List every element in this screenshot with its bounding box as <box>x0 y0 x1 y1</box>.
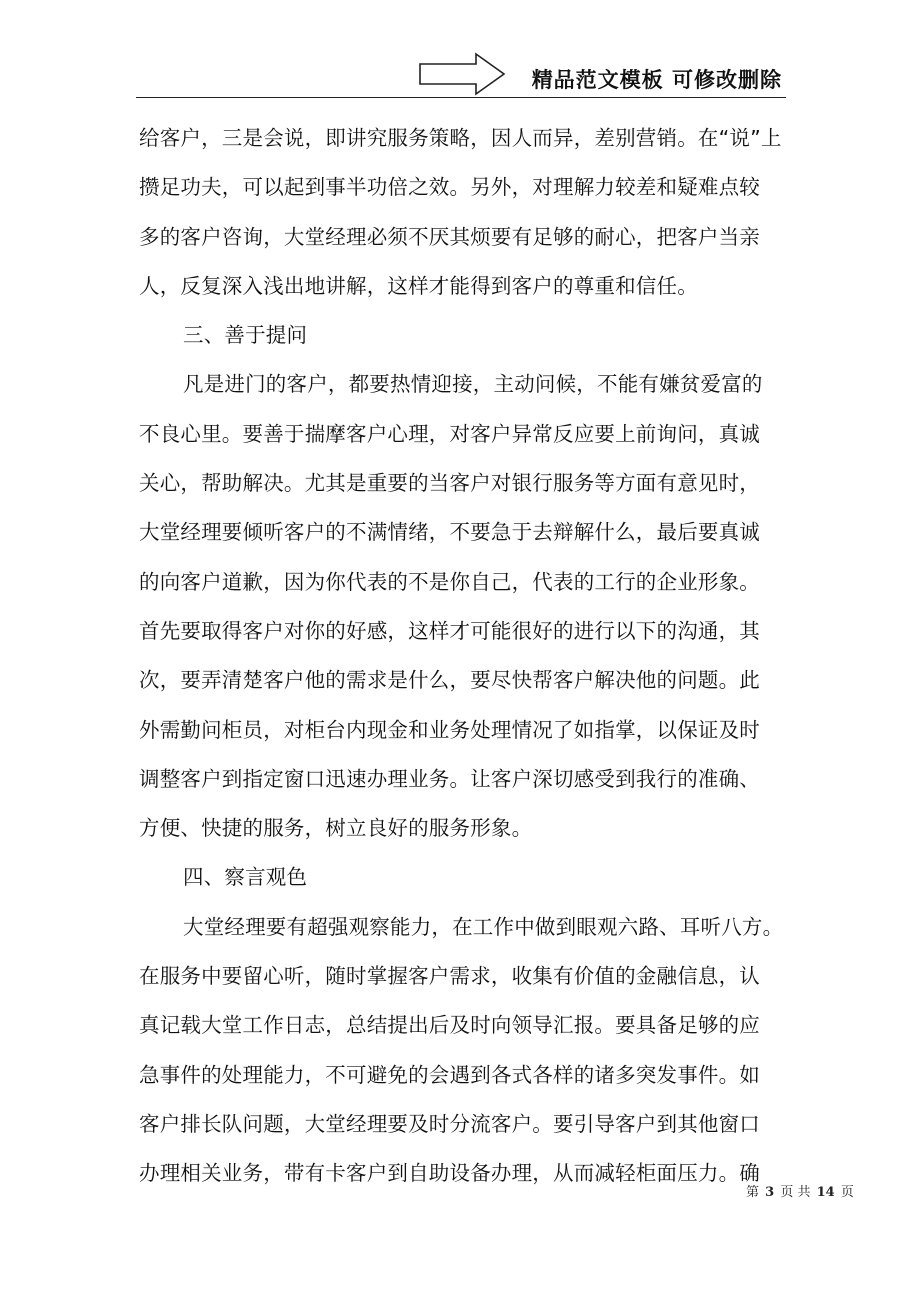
text-line: 外需勤问柜员，对柜台内现金和业务处理情况了如指掌，以保证及时 <box>139 717 760 742</box>
footer-prefix: 第 <box>746 1185 760 1200</box>
page-footer <box>746 1181 854 1200</box>
text-line: 大堂经理要倾听客户的不满情绪，不要急于去辩解什么，最后要真诚 <box>139 520 760 545</box>
text-line: 人，反复深入浅出地讲解，这样才能得到客户的尊重和信任。 <box>139 273 698 298</box>
text-line: 给客户，三是会说，即讲究服务策略，因人而异，差别营销。在“说”上 <box>139 126 782 150</box>
current-page-number: 3 <box>765 1185 775 1200</box>
page-header <box>136 50 786 98</box>
text-line: 次，要弄清楚客户他的需求是什么，要尽快帮客户解决他的问题。此 <box>139 668 760 693</box>
text-line: 急事件的处理能力，不可避免的会遇到各式各样的诸多突发事件。如 <box>139 1062 760 1087</box>
text-line: 三、善于提问 <box>183 323 308 348</box>
total-pages-number: 14 <box>816 1185 835 1200</box>
text-line: 真记载大堂工作日志，总结提出后及时向领导汇报。要具备足够的应 <box>139 1013 760 1038</box>
document-body <box>139 114 789 1199</box>
text-line: 方便、快捷的服务，树立良好的服务形象。 <box>139 816 533 841</box>
text-line: 办理相关业务，带有卡客户到自助设备办理，从而减轻柜面压力。确 <box>139 1161 760 1186</box>
text-line: 客户排长队问题，大堂经理要及时分流客户。要引导客户到其他窗口 <box>139 1111 760 1136</box>
text-line: 攒足功夫，可以起到事半功倍之效。另外，对理解力较差和疑难点较 <box>139 175 760 200</box>
text-line: 首先要取得客户对你的好感，这样才可能很好的进行以下的沟通，其 <box>139 618 760 643</box>
text-line: 的向客户道歉，因为你代表的不是你自己，代表的工行的企业形象。 <box>139 569 760 594</box>
right-arrow-outline-icon <box>418 52 508 96</box>
text-line: 多的客户咨询，大堂经理必须不厌其烦要有足够的耐心，把客户当亲 <box>139 224 760 249</box>
footer-suffix: 页 <box>840 1185 854 1200</box>
text-line: 在服务中要留心听，随时掌握客户需求，收集有价值的金融信息，认 <box>139 964 760 989</box>
header-divider <box>136 97 786 98</box>
text-line: 凡是进门的客户，都要热情迎接，主动问候，不能有嫌贫爱富的 <box>183 372 763 397</box>
text-line: 四、察言观色 <box>183 865 308 890</box>
footer-middle: 页 共 <box>780 1185 811 1200</box>
header-title: 精品范文模板 可修改删除 <box>531 68 782 92</box>
text-line: 不良心里。要善于揣摩客户心理，对客户异常反应要上前询问，真诚 <box>139 421 760 446</box>
text-line: 关心，帮助解决。尤其是重要的当客户对银行服务等方面有意见时， <box>139 471 760 496</box>
text-line: 调整客户到指定窗口迅速办理业务。让客户深切感受到我行的准确、 <box>139 766 760 791</box>
text-line: 大堂经理要有超强观察能力，在工作中做到眼观六路、耳听八方。 <box>183 914 784 939</box>
